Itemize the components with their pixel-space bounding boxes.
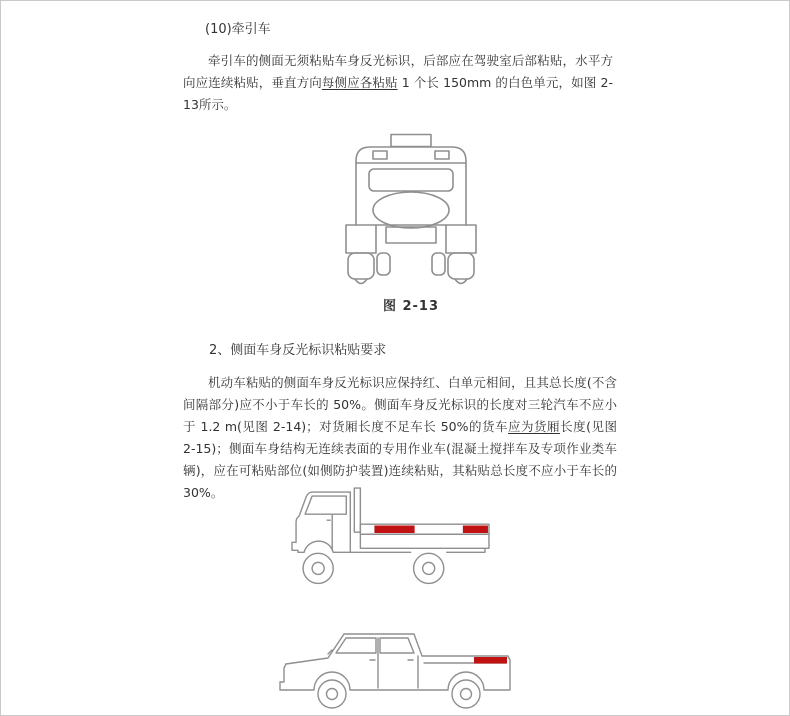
reflective-red-segment-2 bbox=[463, 525, 488, 533]
para2-text-end: 长度(见图 2-15)；侧面车身结构无连续表面的专用作业车(混凝土搅拌车及专项作业类车辆)，应在可粘贴部位(如侧防护装置)连续粘贴，其粘贴总长度不应小于车长的 30%。 bbox=[183, 419, 617, 500]
right-marker-lamp bbox=[435, 151, 449, 159]
para1-text-start: 牵引车的侧面无须粘贴车身反光标识，后部应在驾驶室后部粘贴，水平方向应连续粘贴，垂直方向 bbox=[183, 53, 613, 90]
cab-bottom-wheel-arch bbox=[298, 541, 350, 552]
figure-light-truck-side-view bbox=[288, 484, 494, 593]
reflective-red-segment-1 bbox=[374, 525, 414, 533]
reflective-red-segment bbox=[474, 657, 507, 664]
left-outer-wheel bbox=[348, 253, 374, 279]
cab-side-window bbox=[305, 496, 346, 514]
right-fender bbox=[446, 225, 476, 253]
pickup-drawing bbox=[278, 620, 522, 716]
para2-underlined-text: 应为货厢 bbox=[508, 419, 561, 434]
right-inner-wheel bbox=[432, 253, 445, 275]
para1-underlined-text: 每侧应各粘贴 bbox=[321, 75, 398, 90]
center-frame bbox=[386, 227, 436, 243]
paragraph-tractor-requirements bbox=[183, 50, 613, 116]
front-wheel-hub bbox=[327, 689, 338, 700]
figure-2-13-caption: 图 2-13 bbox=[382, 299, 440, 314]
figure-pickup-side-view bbox=[278, 620, 522, 716]
cab-front-outline bbox=[292, 492, 350, 552]
front-door-window bbox=[336, 638, 376, 653]
bed-headboard bbox=[354, 488, 360, 532]
coupling-oval bbox=[373, 192, 449, 228]
section-heading-tractor: (10)牵引车 bbox=[205, 22, 271, 37]
roof-marker-box bbox=[391, 135, 431, 147]
front-wheel-hub bbox=[312, 562, 324, 574]
tractor-rear-view-drawing bbox=[331, 133, 491, 291]
bed-lower-panel bbox=[360, 534, 489, 548]
rear-wheel-hub bbox=[461, 689, 472, 700]
left-inner-wheel bbox=[377, 253, 390, 275]
light-truck-drawing bbox=[288, 484, 494, 593]
right-outer-wheel bbox=[448, 253, 474, 279]
para1-text-end: 1 个长 150mm 的白色单元，如图 2-13所示。 bbox=[183, 75, 613, 112]
rear-door-window bbox=[380, 638, 414, 653]
rear-window bbox=[369, 169, 453, 191]
left-marker-lamp bbox=[373, 151, 387, 159]
front-bumper bbox=[280, 664, 286, 690]
para2-text-start: 机动车粘贴的侧面车身反光标识应保持红、白单元相间，且其总长度(不含间隔部分)应不小于车长的 50%。侧面车身反光标识的长度对三轮汽车不应小于 1.2 m(见图 2-14)；对货厢长度不足车长 50%的货车 bbox=[183, 375, 617, 434]
figure-2-13-tractor-rear-view bbox=[331, 133, 491, 291]
left-fender bbox=[346, 225, 376, 253]
rear-wheel-hub bbox=[423, 562, 435, 574]
section-heading-side-markings: 2、侧面车身反光标识粘贴要求 bbox=[209, 343, 387, 358]
